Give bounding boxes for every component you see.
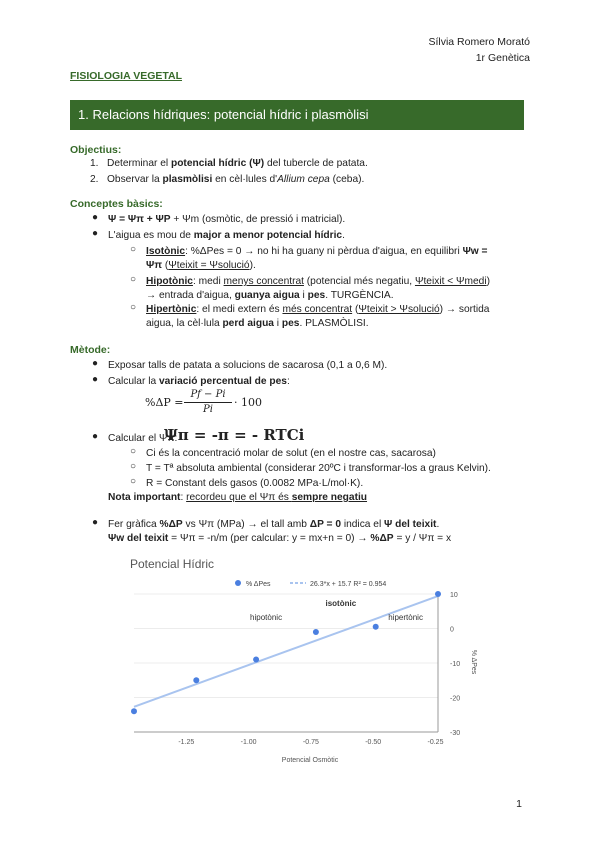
hypotonic-def: Hipotònic: medi menys concentrat (potencial més negatiu, Ψteixit < Ψmedi) <box>146 276 491 287</box>
method-step-2: Calcular la variació percentual de pes: <box>108 376 290 387</box>
chart-title: Potencial Hídric <box>130 557 215 571</box>
bullet: ● <box>92 212 99 223</box>
method-step-3: Calcular el Ψπ: <box>108 433 178 444</box>
fraction-bar <box>184 402 232 403</box>
bullet: ● <box>92 228 99 239</box>
bullet: ● <box>92 358 99 369</box>
isotonic-def-cont: Ψπ (Ψteixit = Ψsolució). <box>146 260 256 271</box>
y-tick-label: 0 <box>450 626 454 634</box>
ci-definition: Ci és la concentració molar de solut (en el nostre cas, sacarosa) <box>146 448 436 459</box>
bullet: ● <box>92 431 99 442</box>
bullet: ● <box>92 374 99 385</box>
course-label: 1r Genètica <box>475 52 530 64</box>
legend-label-trend: 26.3*x + 15.7 R² = 0.954 <box>310 581 387 588</box>
important-note: Nota important: recordeu que el Ψπ és sempre negatiu <box>108 492 368 503</box>
data-point <box>193 677 199 683</box>
circle-bullet: ○ <box>130 461 137 472</box>
objective-item: 1. Determinar el potencial hídric (Ψ) del tubercle de patata. <box>90 158 368 169</box>
x-tick-label: -0.25 <box>427 739 444 746</box>
t-definition: T = Tª absoluta ambiental (considerar 20ºC i transformar-los a graus Kelvin). <box>146 463 491 474</box>
y-tick-label: 10 <box>450 592 458 599</box>
section-title: 1. Relacions hídriques: potencial hídric i plasmòlisi <box>78 107 369 122</box>
page-number: 1 <box>516 798 522 810</box>
circle-bullet: ○ <box>130 244 137 255</box>
data-point <box>373 624 379 630</box>
method-step-1: Exposar talls de patata a solucions de sacarosa (0,1 a 0,6 M). <box>108 360 388 371</box>
objectives-heading: Objectius: <box>70 144 122 156</box>
formula-rhs: · 100 <box>234 396 262 409</box>
chart-annotation: isotònic <box>325 599 357 609</box>
data-point <box>131 708 137 714</box>
formula-denominator: Pi <box>203 404 213 415</box>
water-potential-equation: Ψ = Ψπ + ΨP + Ψm (osmòtic, de pressió i matricial). <box>108 214 346 225</box>
chart-annotation: hipertònic <box>388 612 423 622</box>
data-point <box>435 591 441 597</box>
bullet: ● <box>92 517 99 528</box>
subject-title: FISIOLOGIA VEGETAL <box>70 70 183 82</box>
y-tick-label: -30 <box>450 730 461 737</box>
objective-item: 2. Observar la plasmòlisi en cèl·lules d'Allium cepa (ceba). <box>90 174 365 185</box>
y-axis-label: % ΔPes <box>470 649 477 675</box>
data-point <box>313 629 319 635</box>
circle-bullet: ○ <box>130 274 137 285</box>
water-potential-chart <box>120 550 500 775</box>
circle-bullet: ○ <box>130 302 137 313</box>
r-definition: R = Constant dels gasos (0.0082 MPa·L/mol·K). <box>146 478 364 489</box>
hypertonic-def-cont: aigua, la cèl·lula perd aigua i pes. PLASMÒLISI. <box>146 318 369 329</box>
method-step-4-cont: Ψw del teixit = Ψπ = -n/m (per calcular: y = mx+n = 0) → %ΔP = y / Ψπ = x <box>108 533 452 544</box>
x-tick-label: -0.50 <box>365 739 382 746</box>
chart-annotation: hipotònic <box>250 612 283 622</box>
y-tick-label: -20 <box>450 695 461 703</box>
water-movement-rule: L'aigua es mou de major a menor potencial hídric. <box>108 230 345 241</box>
x-tick-label: -1.00 <box>240 739 257 746</box>
hypertonic-def: Hipertònic: el medi extern és més concentrat (Ψteixit > Ψsolució) → sortida <box>146 304 490 315</box>
method-heading: Mètode: <box>70 344 111 356</box>
osmotic-potential-formula: Ψπ = -π = - RTCi <box>164 426 305 444</box>
circle-bullet: ○ <box>130 446 137 457</box>
y-tick-label: -10 <box>450 661 461 668</box>
hypotonic-def-cont: → entrada d'aigua, guanya aigua i pes. TURGÈNCIA. <box>146 290 394 301</box>
section-title-bar <box>70 100 524 130</box>
author-name: Sílvia Romero Morató <box>428 36 530 48</box>
x-tick-label: -1.25 <box>178 739 195 746</box>
circle-bullet: ○ <box>130 476 137 487</box>
weight-change-formula: %ΔP = <box>145 396 184 409</box>
data-point <box>253 657 259 663</box>
x-axis-label: Potencial Osmòtic <box>281 757 339 764</box>
method-step-4: Fer gràfica %ΔP vs Ψπ (MPa) → el tall amb ΔP = 0 indica el Ψ del teixit. <box>108 519 440 530</box>
legend-label-points: % ΔPes <box>246 581 271 588</box>
x-tick-label: -0.75 <box>302 739 319 746</box>
legend-marker-points <box>235 580 241 586</box>
isotonic-def: Isotònic: %ΔPes = 0 → no hi ha guany ni pèrdua d'aigua, en equilibri Ψw = <box>146 246 488 257</box>
formula-numerator: Pf − Pi <box>190 389 226 400</box>
concepts-heading: Conceptes bàsics: <box>70 198 163 210</box>
